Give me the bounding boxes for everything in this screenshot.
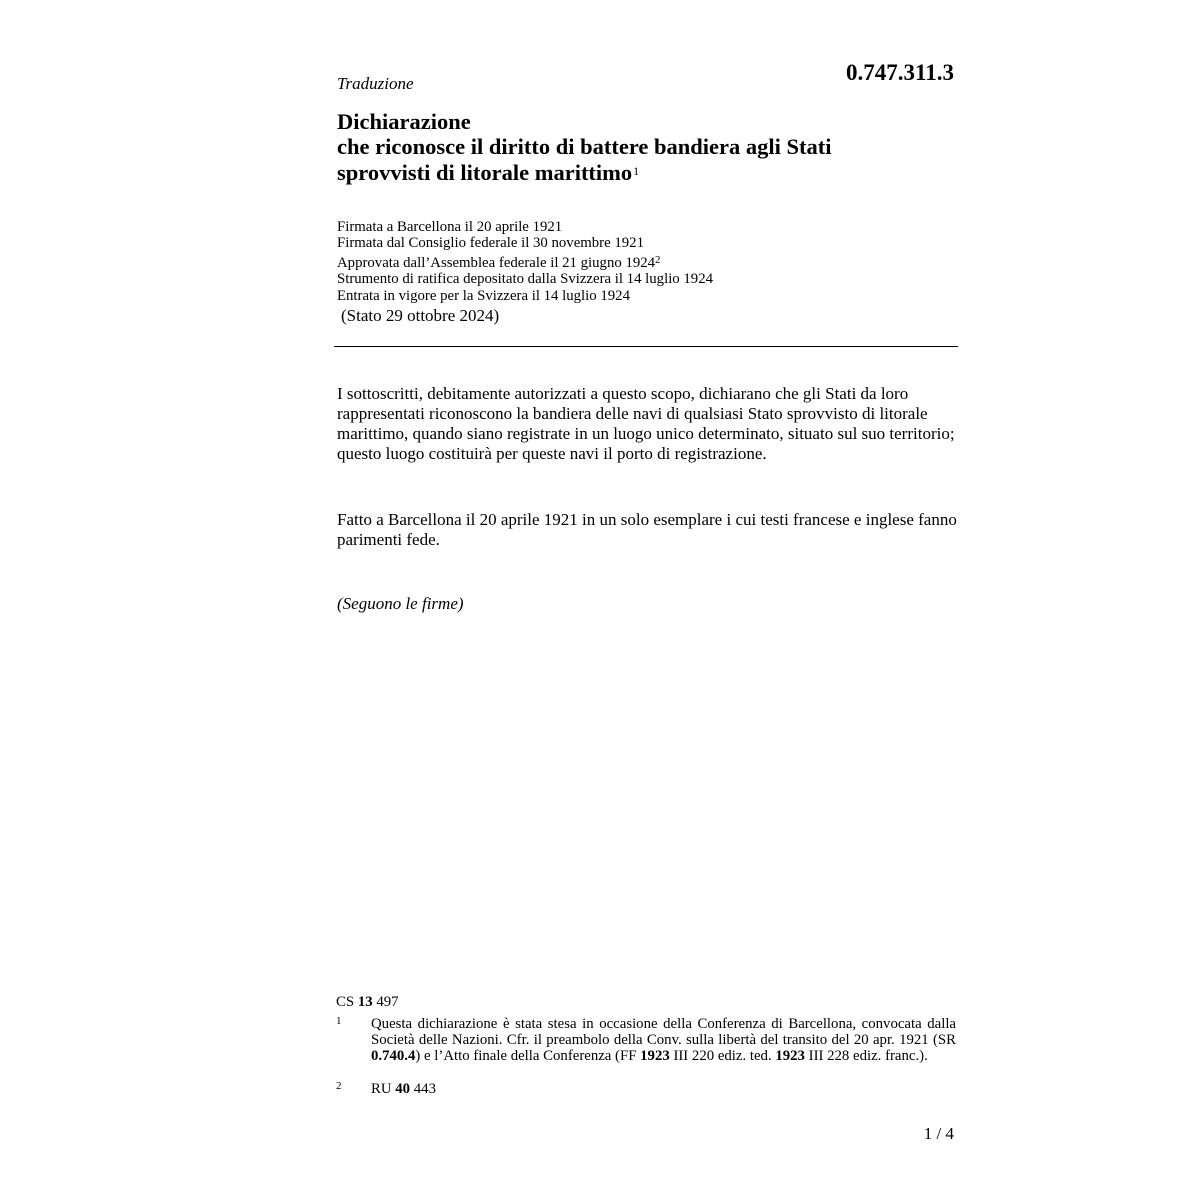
cs-prefix: CS	[336, 994, 355, 1010]
meta-ratification: Strumento di ratifica depositato dalla Svizzera il 14 luglio 1924	[337, 271, 713, 288]
page-number: 1 / 4	[923, 1124, 954, 1143]
footnote-2-number: 2	[336, 1080, 342, 1092]
footnote-1-ff-ref-1: 1923	[640, 1048, 670, 1065]
footnote-1-ff-ref-2: 1923	[775, 1048, 805, 1065]
approved-footnote-ref[interactable]: 2	[655, 253, 661, 266]
cs-volume: 13	[357, 994, 373, 1010]
meta-approved	[337, 252, 957, 271]
body-paragraph-2: Fatto a Barcellona il 20 aprile 1921 in un solo esemplare i cui testi francese e inglese fanno parimenti fede.	[337, 510, 957, 549]
title-footnote-ref[interactable]: 1	[633, 164, 640, 178]
footnote-1-text-a: Questa dichiarazione è stata stesa in occasione della Conferenza di Barcellona, convocata dalla Società delle Nazioni. Cfr. il preambolo della Conv. sulla libertà del transito del 20 apr. 1921 (SR	[371, 1016, 956, 1049]
meta-signed: Firmata a Barcellona il 20 aprile 1921	[337, 219, 563, 235]
cs-page: 497	[376, 994, 399, 1010]
translation-label: Traduzione	[337, 74, 414, 93]
footnote-1-text	[371, 1016, 956, 1065]
title-line-2: che riconosce il diritto di battere bandiera agli Stati	[337, 134, 832, 159]
cs-reference	[336, 994, 399, 1011]
footnote-2-ru-volume: 40	[395, 1081, 411, 1097]
footnote-1-text-d: III 228 ediz. franc.).	[808, 1048, 928, 1065]
footnote-2-ru-page: 443	[413, 1081, 436, 1097]
footnote-1-sr-ref: 0.740.4	[371, 1048, 416, 1065]
title-line-3-text: sprovvisti di litorale marittimo	[337, 160, 633, 185]
body-paragraph-1: I sottoscritti, debitamente autorizzati a questo scopo, dichiarano che gli Stati da loro rappresentati riconoscono la bandiera delle navi di qualsiasi Stato sprovvisto di litorale marittimo, quando siano registrate in un luogo unico determinato, situato sul suo territorio; questo luogo costituirà per queste navi il porto di registrazione.	[337, 384, 955, 463]
title-line-1: Dichiarazione	[337, 109, 471, 134]
footnote-2-ru-prefix: RU	[371, 1081, 392, 1097]
footnote-1-text-c: III 220 ediz. ted.	[673, 1048, 772, 1065]
document-title	[337, 109, 957, 185]
meta-approved-text: Approvata dall’Assemblea federale il 21 giugno 1924	[337, 254, 656, 271]
status-date: (Stato 29 ottobre 2024)	[341, 306, 500, 325]
meta-signed-federal-council: Firmata dal Consiglio federale il 30 novembre 1921	[337, 235, 644, 252]
title-line-3	[337, 159, 957, 185]
footnote-1-number: 1	[336, 1015, 342, 1027]
footnote-1-text-b: ) e l’Atto finale della Conferenza (FF	[415, 1048, 637, 1065]
document-number: 0.747.311.3	[846, 60, 954, 85]
signatures-note: (Seguono le firme)	[337, 594, 464, 613]
meta-entry-into-force: Entrata in vigore per la Svizzera il 14 luglio 1924	[337, 287, 630, 304]
footnote-2-text	[371, 1081, 956, 1097]
document-metadata	[337, 219, 957, 304]
header-divider	[334, 346, 958, 347]
